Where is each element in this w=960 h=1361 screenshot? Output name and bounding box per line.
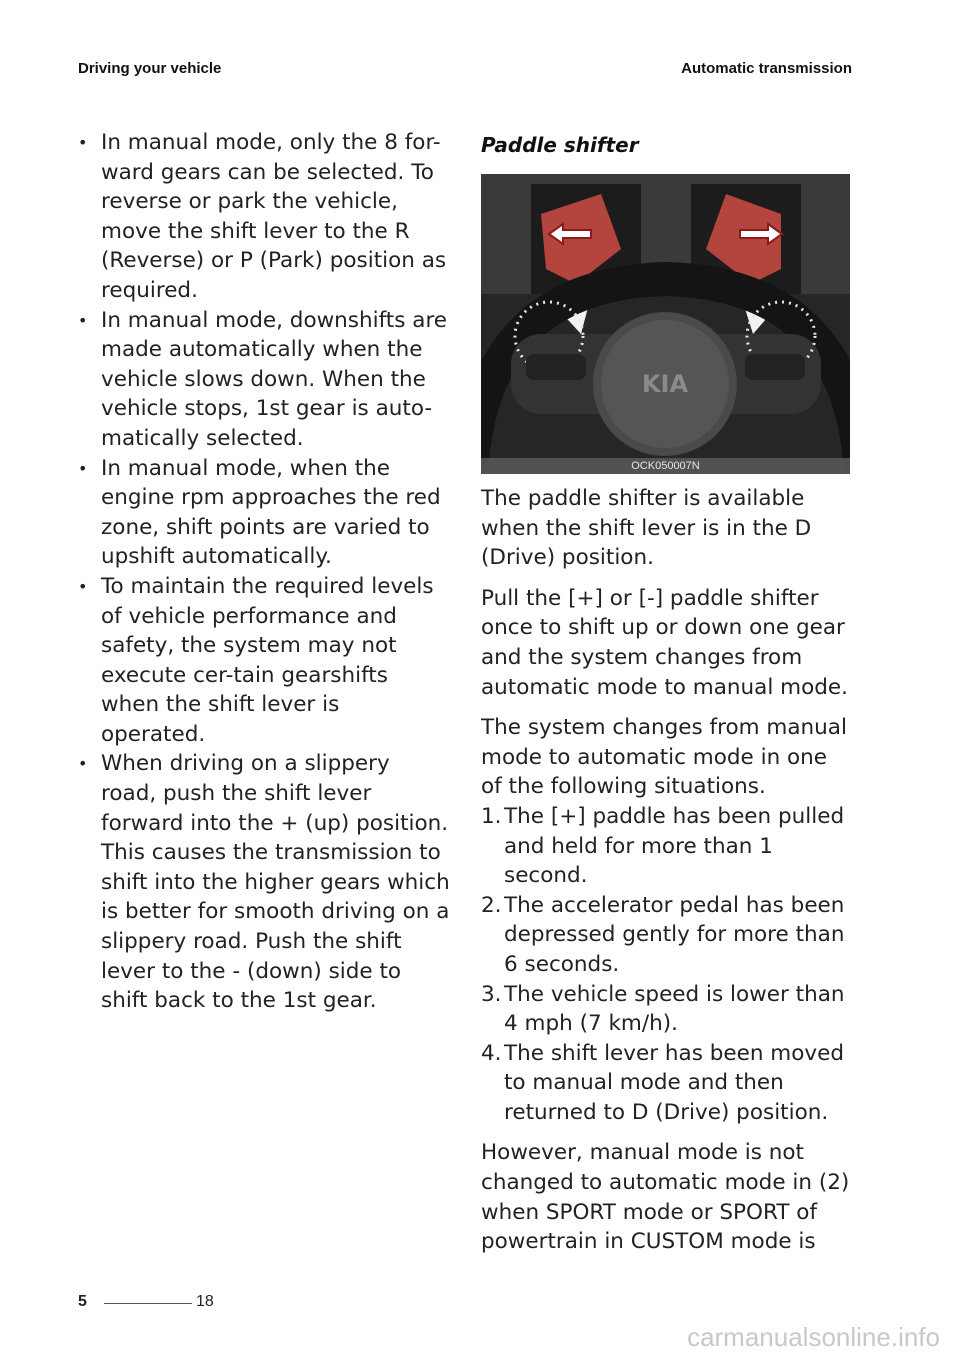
list-item: 2. The accelerator pedal has been depressed gently for more than 6 seconds. [481, 892, 845, 977]
watermark: carmanualsonline.info [687, 1322, 940, 1352]
list-item: 3. The vehicle speed is lower than 4 mph (7 km/h). [481, 981, 845, 1037]
paddle-shifter-figure [481, 174, 850, 474]
list-item: • In manual mode, only the 8 for-ward gears can be selected. To reverse or park the vehicle, move the shift lever to the R (Reverse) or P (Park) position as required. [78, 130, 447, 303]
bullet-icon: • [78, 576, 88, 596]
svg-text:KIA: KIA [641, 370, 689, 398]
section-title: Paddle shifter [481, 133, 639, 157]
manual-mode-notes [78, 128, 450, 1016]
paragraph: However, manual mode is not changed to automatic mode in (2) when SPORT mode or SPORT of powertrain in CUSTOM mode is [481, 1140, 850, 1255]
running-header-chapter: Driving your vehicle [78, 60, 222, 77]
paragraph: Pull the [+] or [-] paddle shifter once to shift up or down one gear and the system changes from automatic mode to manual mode. [481, 585, 848, 700]
return-conditions-list [481, 802, 853, 1128]
list-item: 4. The shift lever has been moved to manual mode and then returned to D (Drive) position. [481, 1040, 845, 1125]
bullet-icon: • [78, 133, 88, 152]
bullet-icon: • [78, 458, 88, 478]
steering-wheel-illustration [481, 174, 850, 474]
list-item: 1. The [+] paddle has been pulled and held for more than 1 second. [481, 803, 845, 889]
paragraph: The paddle shifter is available when the shift lever is in the D (Drive) position. [481, 486, 812, 571]
right-column [481, 128, 853, 1268]
footer-divider [104, 1303, 192, 1304]
list-item: • In manual mode, downshifts are made automatically when the vehicle slows down. When the vehicle stops, 1st gear is auto-matically selected. [78, 307, 448, 451]
left-column [78, 128, 450, 1016]
list-item: • To maintain the required levels of vehicle performance and safety, the system may not execute cer-tain gearshifts when the shift lever is operated. [78, 573, 434, 747]
running-header-section: Automatic transmission [681, 60, 852, 77]
bullet-icon: • [78, 754, 88, 774]
figure-code: OCK050007N [481, 458, 850, 474]
list-item: • In manual mode, when the engine rpm approaches the red zone, shift points are varied to upshift automatically. [78, 455, 441, 570]
bullet-icon: • [78, 310, 88, 330]
chapter-number: 5 [78, 1293, 87, 1310]
page-number: 18 [196, 1293, 214, 1310]
list-item: • When driving on a slippery road, push the shift lever forward into the + (up) position. This causes the transmission to shift into the higher gears which is better for smooth driving on a slippery road. Push the shift lever to the - (down) side to shift back to the 1st gear. [78, 751, 450, 1014]
paragraph: The system changes from manual mode to automatic mode in one of the following situations. [481, 715, 847, 800]
